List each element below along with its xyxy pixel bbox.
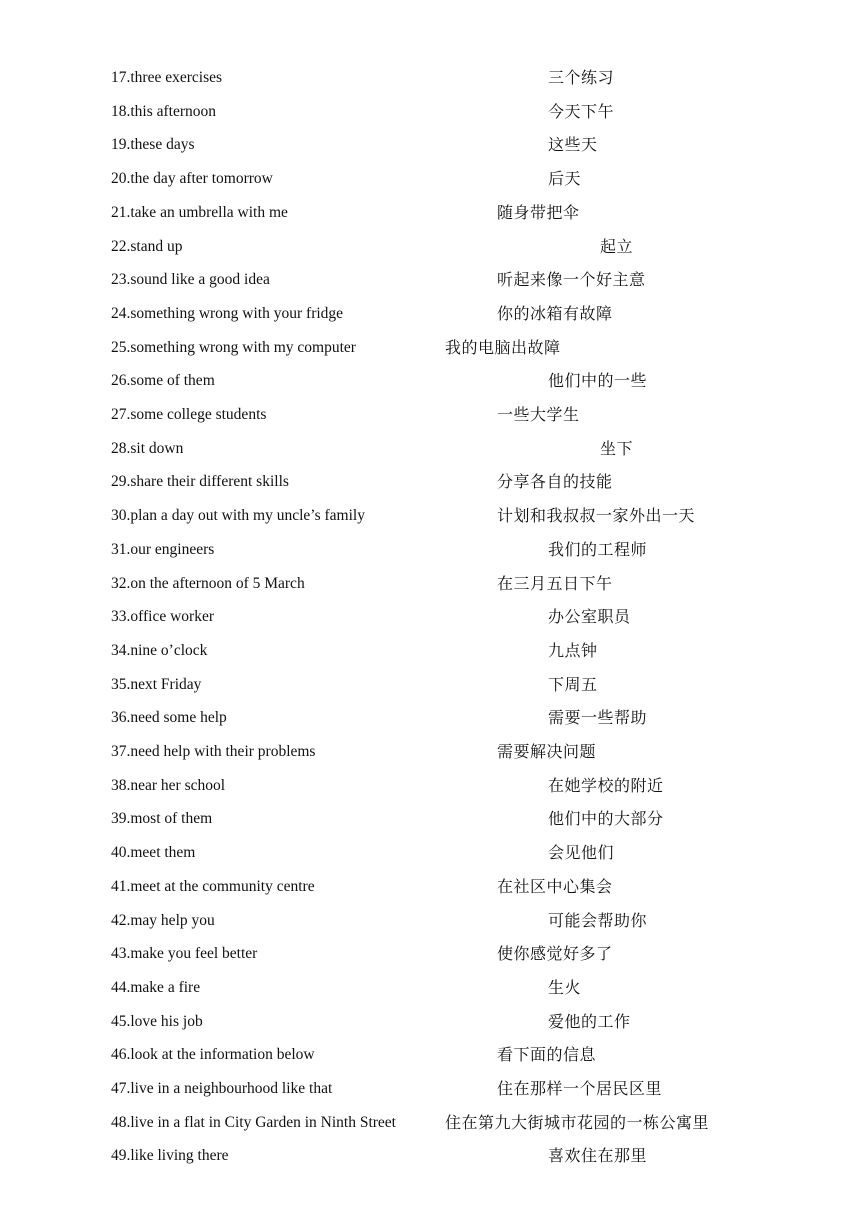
phrase-entry	[0, 911, 860, 941]
chinese-translation: 分享各自的技能	[497, 472, 613, 492]
phrase-entry	[0, 203, 860, 233]
english-phrase: 21.take an umbrella with me	[111, 203, 288, 221]
english-phrase: 31.our engineers	[111, 540, 215, 558]
phrase-entry	[0, 776, 860, 806]
chinese-translation: 住在第九大街城市花园的一栋公寓里	[445, 1112, 710, 1132]
phrase-entry	[0, 1113, 860, 1143]
chinese-translation: 我们的工程师	[548, 539, 648, 559]
chinese-translation: 他们中的大部分	[548, 809, 664, 829]
english-phrase: 18.this afternoon	[111, 102, 217, 120]
phrase-entry	[0, 877, 860, 907]
chinese-translation: 生火	[548, 977, 582, 997]
phrase-entry	[0, 304, 860, 334]
english-phrase: 19.these days	[111, 136, 195, 154]
phrase-entry	[0, 607, 860, 637]
english-phrase: 23.sound like a good idea	[111, 271, 270, 289]
chinese-translation: 听起来像一个好主意	[497, 270, 646, 290]
chinese-translation: 办公室职员	[548, 607, 631, 627]
phrase-entry	[0, 270, 860, 300]
phrase-entry	[0, 237, 860, 267]
phrase-entry	[0, 1079, 860, 1109]
chinese-translation: 坐下	[600, 438, 634, 458]
english-phrase: 48.live in a flat in City Garden in Ninth Street	[111, 1113, 396, 1131]
chinese-translation: 使你感觉好多了	[497, 944, 613, 964]
chinese-translation: 住在那样一个居民区里	[497, 1079, 663, 1098]
chinese-translation: 爱他的工作	[548, 1011, 631, 1031]
english-phrase: 45.love his job	[111, 1012, 203, 1030]
phrase-entry	[0, 708, 860, 738]
phrase-entry	[0, 102, 860, 132]
chinese-translation: 这些天	[548, 135, 598, 155]
chinese-translation: 会见他们	[548, 843, 615, 863]
english-phrase: 39.most of them	[111, 810, 213, 828]
chinese-translation: 需要一些帮助	[548, 708, 648, 728]
chinese-translation: 看下面的信息	[497, 1045, 597, 1065]
chinese-translation: 三个练习	[548, 68, 615, 87]
chinese-translation: 在三月五日下午	[497, 573, 613, 593]
phrase-entry	[0, 944, 860, 974]
english-phrase: 30.plan a day out with my uncle’s family	[111, 507, 365, 525]
english-phrase: 40.meet them	[111, 844, 196, 862]
english-phrase: 44.make a fire	[111, 978, 201, 996]
phrase-entry	[0, 574, 860, 604]
english-phrase: 22.stand up	[111, 237, 183, 255]
english-phrase: 37.need help with their problems	[111, 743, 316, 760]
english-phrase: 38.near her school	[111, 776, 226, 794]
english-phrase: 42.may help you	[111, 911, 215, 929]
chinese-translation: 需要解决问题	[497, 742, 597, 761]
phrase-entry	[0, 68, 860, 98]
english-phrase: 20.the day after tomorrow	[111, 170, 273, 188]
phrase-entry	[0, 1146, 860, 1176]
chinese-translation: 随身带把伞	[497, 202, 580, 222]
chinese-translation: 计划和我叔叔一家外出一天	[497, 506, 696, 526]
phrase-entry	[0, 405, 860, 435]
chinese-translation: 我的电脑出故障	[445, 337, 561, 357]
english-phrase: 25.something wrong with my computer	[111, 338, 356, 356]
phrase-entry	[0, 472, 860, 502]
english-phrase: 24.something wrong with your fridge	[111, 304, 344, 322]
phrase-entry	[0, 439, 860, 469]
phrase-entry	[0, 978, 860, 1008]
english-phrase: 27.some college students	[111, 406, 267, 423]
chinese-translation: 一些大学生	[497, 405, 580, 424]
english-phrase: 17.three exercises	[111, 69, 223, 86]
english-phrase: 46.look at the information below	[111, 1046, 315, 1064]
chinese-translation: 在社区中心集会	[497, 876, 613, 896]
english-phrase: 35.next Friday	[111, 675, 202, 693]
chinese-translation: 九点钟	[548, 640, 598, 660]
english-phrase: 34.nine o’clock	[111, 641, 208, 659]
english-phrase: 26.some of them	[111, 372, 215, 390]
english-phrase: 41.meet at the community centre	[111, 877, 315, 895]
phrase-entry	[0, 641, 860, 671]
chinese-translation: 后天	[548, 169, 582, 189]
phrase-entry	[0, 371, 860, 401]
english-phrase: 28.sit down	[111, 439, 184, 457]
chinese-translation: 起立	[600, 236, 634, 256]
chinese-translation: 在她学校的附近	[548, 775, 664, 795]
phrase-entry	[0, 506, 860, 536]
chinese-translation: 可能会帮助你	[548, 910, 648, 930]
phrase-entry	[0, 540, 860, 570]
english-phrase: 43.make you feel better	[111, 945, 258, 963]
phrase-entry	[0, 809, 860, 839]
english-phrase: 29.share their different skills	[111, 473, 289, 491]
english-phrase: 32.on the afternoon of 5 March	[111, 574, 305, 592]
phrase-entry	[0, 135, 860, 165]
phrase-entry	[0, 169, 860, 199]
chinese-translation: 你的冰箱有故障	[497, 303, 613, 323]
english-phrase: 47.live in a neighbourhood like that	[111, 1080, 333, 1097]
chinese-translation: 下周五	[548, 674, 598, 694]
chinese-translation: 今天下午	[548, 101, 615, 121]
phrase-entry	[0, 843, 860, 873]
phrase-entry	[0, 1012, 860, 1042]
english-phrase: 36.need some help	[111, 709, 227, 727]
phrase-entry	[0, 742, 860, 772]
phrase-entry	[0, 1045, 860, 1075]
phrase-entry	[0, 675, 860, 705]
english-phrase: 33.office worker	[111, 608, 215, 626]
chinese-translation: 喜欢住在那里	[548, 1146, 648, 1166]
chinese-translation: 他们中的一些	[548, 371, 648, 391]
phrase-entry	[0, 338, 860, 368]
english-phrase: 49.like living there	[111, 1147, 229, 1165]
